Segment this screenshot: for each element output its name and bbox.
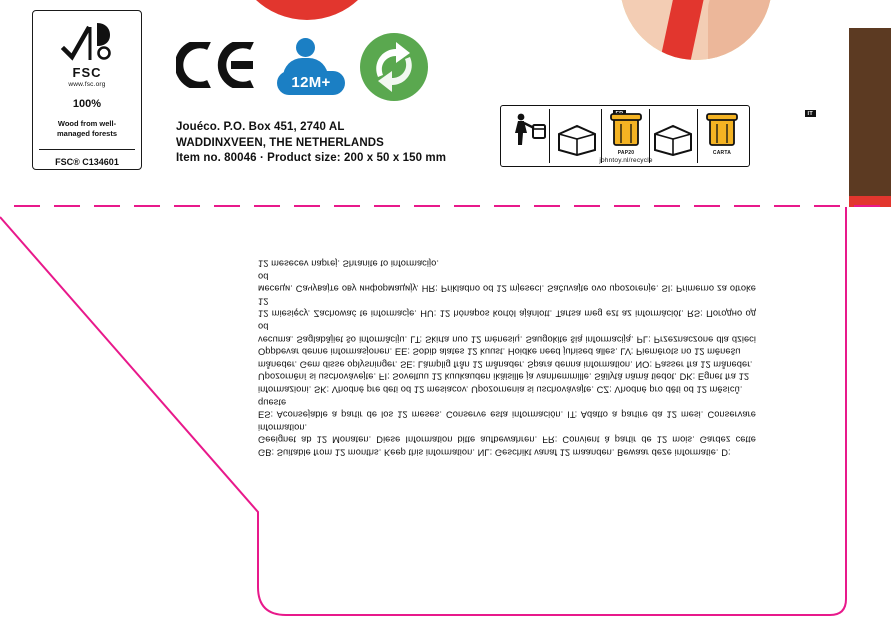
decorative-product-photo-circle — [620, 0, 772, 60]
notice-line: ES: Aconsejable a partir de los 12 meses. Conserve esta información. IT: Adatto a partire da 12 mesi. Conservare queste — [258, 397, 756, 420]
strip-divider — [601, 109, 602, 163]
notice-line: informazioni. SK: Vhodné pre deti od 12 mesiacov. Upozornenia si uschovávajte. CZ: Vhodné pro děti od 12 měsíců. — [258, 384, 743, 395]
notice-line: месеци. Сачувајте ову информацију. HR: Prikladno od 12 mjeseci. Sačuvajte ovo upozorenje. SI: Primerno za otroke od — [258, 271, 756, 294]
notice-line: Upozornění si uschovávejte. FI: Soveltuu 12 kuukauden ikäisille ja vanhemmille. Säilytä nämä tiedot. DK: Egnet fra 12 — [258, 371, 750, 382]
fsc-licence-code: FSC® C134601 — [39, 149, 135, 167]
fsc-description — [33, 119, 141, 138]
fsc-description-line-2: managed forests — [56, 128, 118, 138]
fsc-tree-checkmark-logo — [60, 19, 114, 65]
packaging-tuck-flap-panel — [0, 207, 891, 637]
bin-label-pap: PAP20 — [617, 150, 635, 156]
packaging-top-panel — [0, 0, 891, 196]
address-line-1: Jouéco. P.O. Box 451, 2740 AL — [176, 121, 345, 133]
decorative-white-edge-notch — [849, 0, 891, 28]
notice-line: 12 miesięcy. Zachować te informacje. HU: 12 hónapos kortól ajánlott. Tartsa meg ezt az információt. RS: Погодно од 12 — [258, 296, 756, 319]
country-tag-it: IT — [805, 110, 816, 117]
photo-skin-element — [708, 0, 772, 60]
notice-line: vecuma. Saglabājiet šo informāciju. LT: Skirta nuo 12 mėnesių. Saugokite šią informaciją. PL: Przeznaczone dla dzieci od — [258, 321, 756, 345]
strip-divider — [549, 109, 550, 163]
address-line-2: WADDINXVEEN, THE NETHERLANDS — [176, 136, 384, 149]
fsc-description-line-1: Wood from well- — [57, 119, 117, 128]
notice-line: Geeignet ab 12 Monaten. Diese Information bitte aufbewahren. FR: Convient à partir de 12 mois. Gardez cette information. — [258, 422, 756, 445]
notice-line: Oppbevar denne informasjonen. EE: Sobib alates 12 kuust. Hoidke need juhised alles. LV: Piemērots no 12 mēnešu — [258, 346, 741, 357]
notice-line: måneder. Gem disse oplysninger. SE: Lämplig från 12 månader. Spara denna information. NO: Passer fra 12 måneder. — [258, 359, 753, 370]
person-icon — [296, 38, 315, 57]
bin-label-carta: CARTA — [712, 150, 732, 156]
recycling-arrows-icon — [360, 33, 428, 101]
recycling-instruction-strip — [500, 105, 813, 167]
fsc-url: www.fsc.org — [68, 81, 106, 88]
multilanguage-age-notice — [258, 257, 756, 459]
manufacturer-address-block — [176, 120, 446, 167]
ce-mark-icon — [176, 42, 256, 88]
notice-line: 12 mesecev naprej. Shranite to informacijo. — [258, 258, 439, 269]
age-badge — [277, 38, 345, 96]
decorative-brown-edge-bar — [849, 0, 891, 196]
age-badge-label: 12M+ — [277, 71, 345, 95]
fsc-percentage: 100% — [72, 98, 102, 110]
recycle-strip-caption: johntoy.nl/recycle — [599, 157, 653, 164]
notice-line: GB: Suitable from 12 months. Keep this information. NL: Geschikt vanaf 12 maanden. Bewaar deze informatie. D: — [258, 447, 731, 458]
strip-divider — [697, 109, 698, 163]
fsc-label: FSC — [72, 65, 102, 80]
decorative-red-shape — [232, 0, 382, 20]
strip-divider — [649, 109, 650, 163]
address-line-3: Item no. 80046 · Product size: 200 x 50 x 150 mm — [176, 152, 447, 164]
fsc-certification-box — [32, 10, 142, 170]
